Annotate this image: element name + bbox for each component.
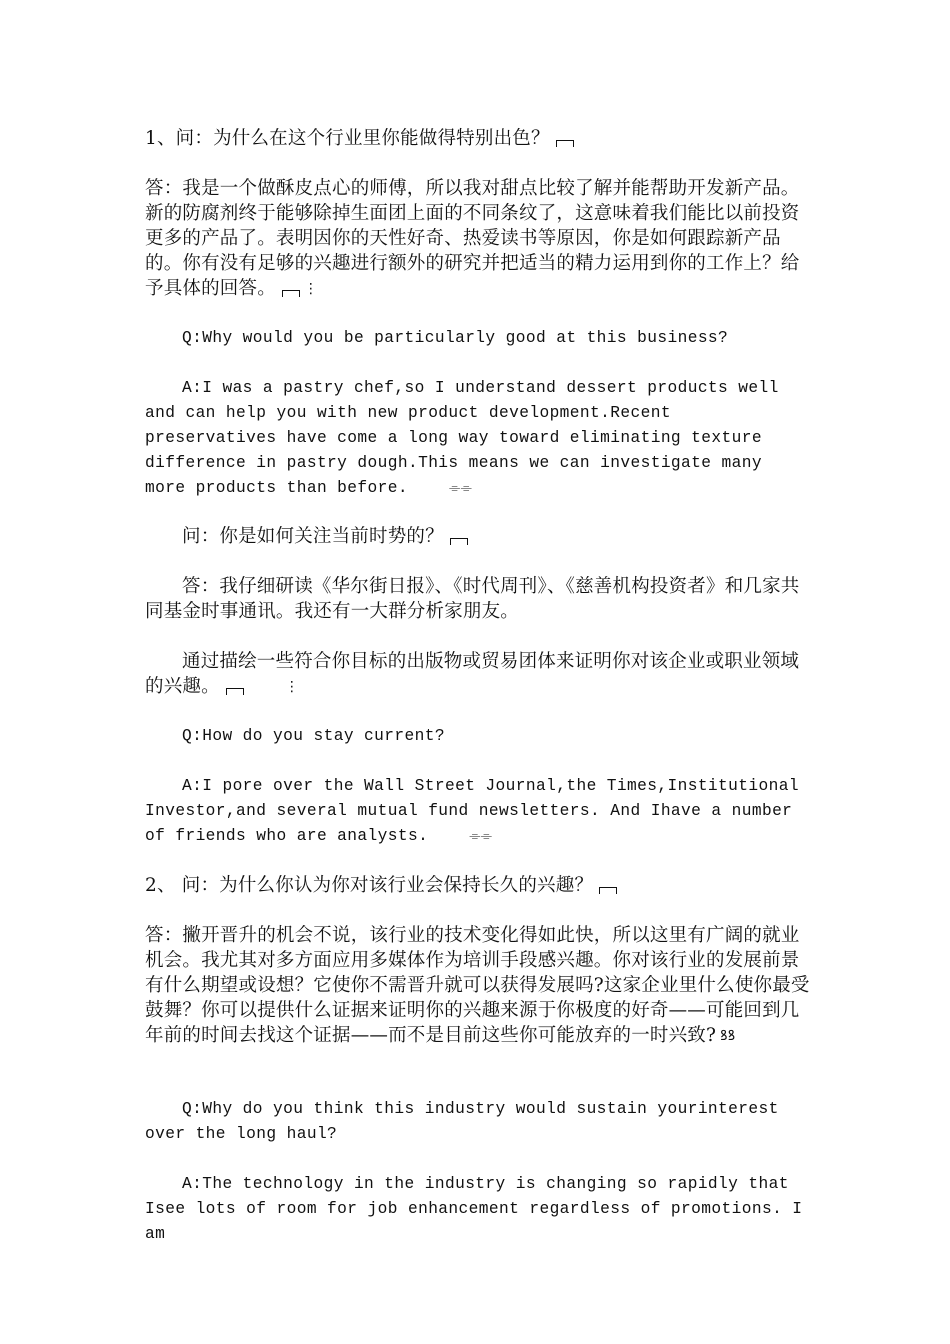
dashes-mark-icon: ⌯⌯: [469, 827, 493, 844]
bracket-mark-icon: [450, 538, 468, 545]
tip-1-chinese: 通过描绘一些符合你目标的出版物或贸易团体来证明你对该企业或职业领域的兴趣。 ⋮: [145, 651, 800, 697]
dashes-mark-icon: ⌯⌯: [448, 479, 473, 496]
answer-1b-english: A:I pore over the Wall Street Journal,the Times,Institutional Investor,and several mutual fund newsletters. And Ihave a number of friends who are analysts. ⌯⌯: [145, 777, 799, 845]
dots-mark-icon: ⋮: [284, 679, 300, 695]
question-2-chinese: 2、 问：为什么你认为你对该行业会保持长久的兴趣？: [145, 873, 810, 898]
answer-2-english: A:The technology in the industry is changing so rapidly that Isee lots of room for job enhancement regardless of promotions. I am: [145, 1175, 803, 1243]
answer-1-english: A:I was a pastry chef,so I understand dessert products well and can help you with new product development.Recent preservatives have come a long way toward eliminating texture difference in pastry dough.This means we can investigate many more products than before. ⌯⌯: [145, 379, 779, 497]
bracket-mark-icon: [599, 887, 617, 894]
answer-1-chinese: 答：我是一个做酥皮点心的师傅，所以我对甜点比较了解并能帮助开发新产品。新的防腐剂终于能够除掉生面团上面的不同条纹了，这意味着我们能比以前投资更多的产品了。表明因你的天性好奇、热爱读书等原因，你是如何跟踪新产品的。你有没有足够的兴趣进行额外的研究并把适当的精力运用到你的工作上？给予具体的回答。 ⋮: [145, 178, 800, 299]
answer-1b-chinese: 答：我仔细研读《华尔街日报》、《时代周刊》、《慈善机构投资者》和几家共同基金时事通讯。我还有一大群分析家朋友。: [145, 576, 800, 622]
glyphs-mark-icon: ꝸꝸ: [720, 1028, 736, 1044]
question-1-english: Q:Why would you be particularly good at this business?: [182, 329, 729, 347]
question-1-chinese: 1、问：为什么在这个行业里你能做得特别出色？: [145, 126, 810, 151]
bracket-mark-icon: [556, 140, 574, 147]
answer-2-chinese: 答：撇开晋升的机会不说，该行业的技术变化得如此快，所以这里有广阔的就业机会。我尤其对多方面应用多媒体作为培训手段感兴趣。你对该行业的发展前景有什么期望或设想？它使你不需晋升就可以获得发展吗?这家企业里什么使你最受鼓舞？你可以提供什么证据来证明你的兴趣来源于你极度的好奇——可能回到几年前的时间去找这个证据——而不是目前这些你可能放弃的一时兴致? ꝸꝸ: [145, 925, 810, 1046]
dots-mark-icon: ⋮: [303, 281, 319, 297]
question-1b-english: Q:How do you stay current?: [182, 727, 445, 745]
question-1b-chinese: 问：你是如何关注当前时势的？: [145, 524, 810, 549]
bracket-mark-icon: [282, 290, 300, 297]
bracket-mark-icon: [226, 688, 244, 695]
question-2-english: Q:Why do you think this industry would sustain yourinterest over the long haul?: [145, 1100, 779, 1143]
